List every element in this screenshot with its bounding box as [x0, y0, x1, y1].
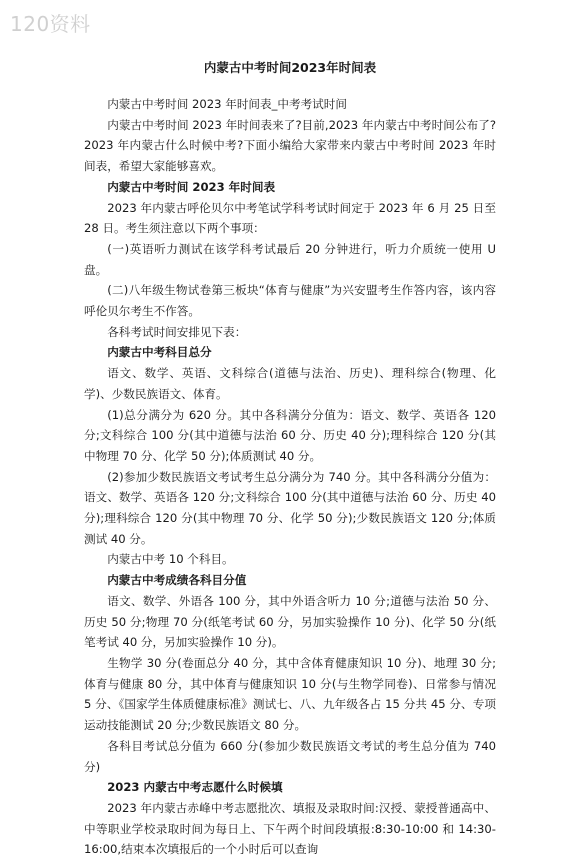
- paragraph: 各科目考试总分值为 660 分(参加少数民族语文考试的考生总分值为 740 分): [84, 738, 496, 774]
- paragraph: 各科考试时间安排见下表：: [107, 324, 247, 339]
- paragraph: (一)英语听力测试在该学科考试最后 20 分钟进行，听力介质统一使用 U 盘。: [84, 241, 496, 277]
- paragraph: 语文、数学、英语、文科综合(道德与法治、历史)、理科综合(物理、化学)、少数民族语文、体育。: [84, 366, 496, 401]
- paragraph: (二)八年级生物试卷第三板块“体育与健康”为兴安盟考生作答内容，该内容呼伦贝尔考生不作答。: [84, 283, 496, 319]
- document-body: [84, 58, 496, 860]
- section-heading: 2023 内蒙古中考志愿什么时候填: [107, 780, 283, 795]
- watermark: 120资料: [10, 12, 91, 36]
- paragraph: 内蒙古中考时间 2023 年时间表_中考考试时间: [107, 97, 347, 111]
- paragraph: 生物学 30 分(卷面总分 40 分，其中含体育健康知识 10 分)、地理 30 分;体育与健康 80 分，其中体育与健康知识 10 分(与生物学同卷)、日常参与情况 5 分、《国家学生体质健康标准》测试七、八、九年级各占 15 分共 45 分、专项运动技能测试 20 分;少数民族语文 80 分。: [84, 655, 496, 733]
- paragraph: 内蒙古中考时间 2023 年时间表来了?目前,2023 年内蒙古中考时间公布了?2023 年内蒙古什么时候中考?下面小编给大家带来内蒙古中考时间 2023 年时间表，希望大家能够喜欢。: [84, 117, 496, 174]
- paragraph: (1)总分满分为 620 分。其中各科满分分值为：语文、数学、英语各 120 分;文科综合 100 分(其中道德与法治 60 分、历史 40 分);理科综合 120 分(其中物理 70 分、化学 50 分);体质测试 40 分。: [84, 407, 496, 463]
- page-title: 内蒙古中考时间2023年时间表: [203, 60, 377, 75]
- paragraph: 内蒙古中考 10 个科目。: [107, 552, 234, 567]
- section-heading: 内蒙古中考成绩各科目分值: [107, 573, 247, 588]
- section-heading: 内蒙古中考科目总分: [107, 345, 212, 360]
- paragraph: 语文、数学、外语各 100 分，其中外语含听力 10 分;道德与法治 50 分、历史 50 分;物理 70 分(纸笔考试 60 分，另加实验操作 10 分)、化学 50 分(纸笔考试 40 分，另加实验操作 10 分)。: [84, 593, 496, 650]
- paragraph: 2023 年内蒙古赤峰中考志愿批次、填报及录取时间:汉授、蒙授普通高中、中等职业学校录取时间为每日上、下午两个时间段填报:8:30-10:00 和 14:30-16:00,结束本次填报后的一个小时后可以查询: [84, 800, 496, 857]
- paragraph: 2023 年内蒙古呼伦贝尔中考笔试学科考试时间定于 2023 年 6 月 25 日至 28 日。考生须注意以下两个事项：: [84, 200, 496, 236]
- paragraph: (2)参加少数民族语文考试考生总分满分为 740 分。其中各科满分分值为：语文、数学、英语各 120 分;文科综合 100 分(其中道德与法治 60 分、历史 40 分);理科综合 120 分(其中物理 70 分、化学 50 分);少数民族语文 120 分;体质测试 40 分。: [84, 469, 496, 546]
- section-heading: 内蒙古中考时间 2023 年时间表: [107, 179, 276, 194]
